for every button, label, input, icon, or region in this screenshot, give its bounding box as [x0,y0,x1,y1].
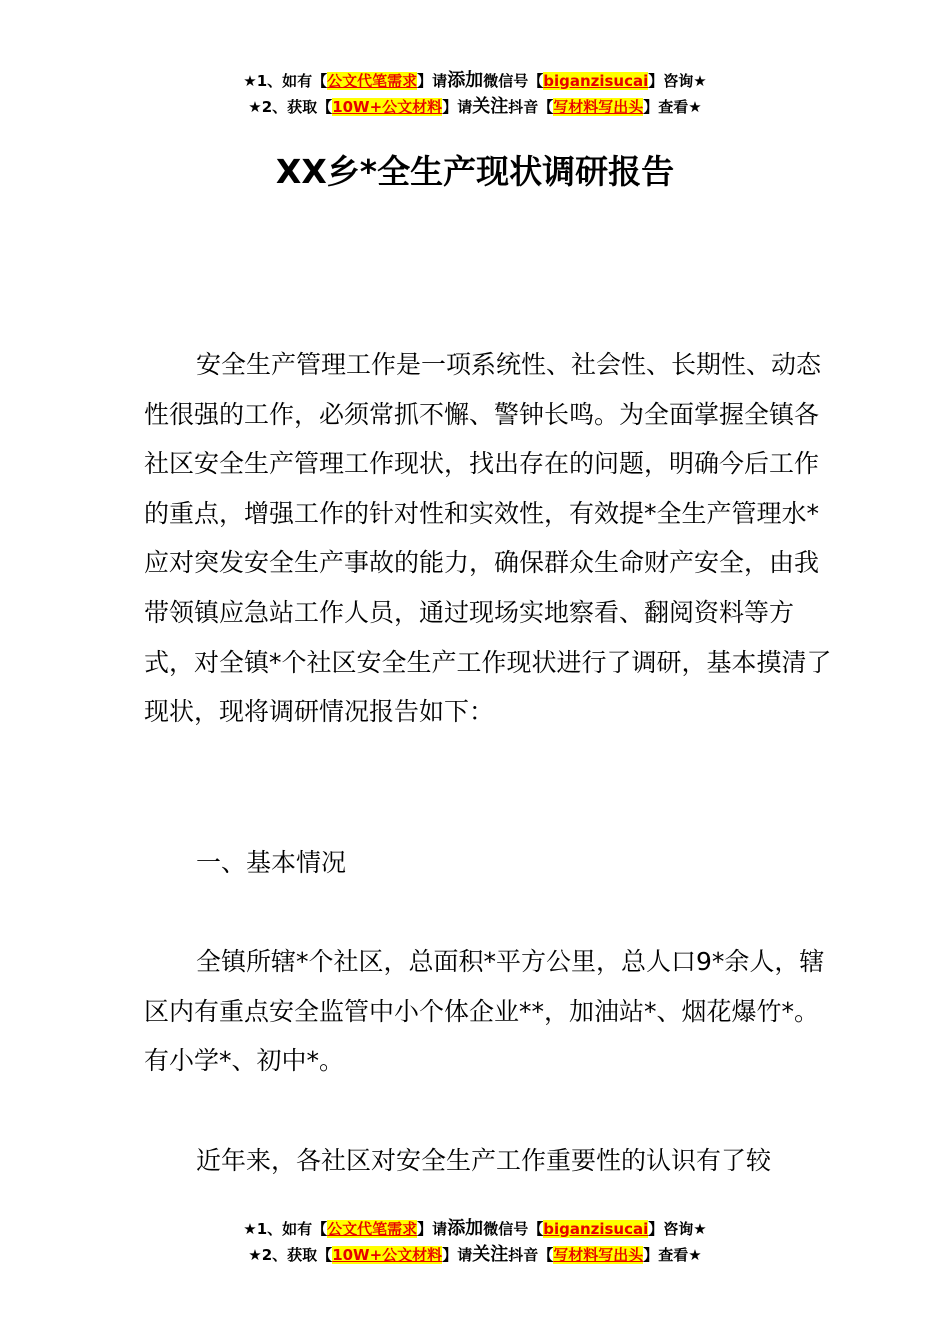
ad-highlight: 公文代笔需求 [327,72,418,90]
ad-highlight: 公文代笔需求 [327,1220,418,1238]
paragraph-intro: 安全生产管理工作是一项系统性、社会性、长期性、动态性很强的工作，必须常抓不懈、警钟长鸣。为全面掌握全镇各社区安全生产管理工作现状，找出存在的问题，明确今后工作的重点，增强工作的针对性和实效性，有效提*全生产管理水*应对突发安全生产事故的能力，确保群众生命财产安全，由我带领镇应急站工作人员，通过现场实地察看、翻阅资料等方式，对全镇*个社区安全生产工作现状进行了调研，基本摸清了现状，现将调研情况报告如下： [144,350,832,727]
douyin-account: 写材料写出头 [553,98,644,116]
wechat-id: biganzisucai [543,1220,649,1238]
paragraph-basic-info: 全镇所辖*个社区，总面积*平方公里，总人口9*余人，辖区内有重点安全监管中小个体企业**，加油站*、烟花爆竹*。有小学*、初中*。 [144,947,825,1076]
ad-line-2: ★2、获取【10W+公文材料】请关注抖音【写材料写出头】查看★ [248,96,702,117]
ad-highlight: 10W+公文材料 [332,98,443,116]
ad-line-2: ★2、获取【10W+公文材料】请关注抖音【写材料写出头】查看★ [248,1244,702,1265]
section-heading: 一、基本情况 [196,848,347,877]
document-title: XX乡*全生产现状调研报告 [275,152,675,191]
ad-banner-top [0,68,950,120]
douyin-account: 写材料写出头 [553,1246,644,1264]
paragraph-recent: 近年来，各社区对安全生产工作重要性的认识有了较 [196,1146,772,1175]
wechat-id: biganzisucai [543,72,649,90]
ad-highlight: 10W+公文材料 [332,1246,443,1264]
ad-line-1: ★1、如有【公文代笔需求】请添加微信号【biganzisucai】咨询★ [243,1218,707,1239]
ad-banner-bottom [0,1216,950,1268]
ad-line-1: ★1、如有【公文代笔需求】请添加微信号【biganzisucai】咨询★ [243,70,707,91]
